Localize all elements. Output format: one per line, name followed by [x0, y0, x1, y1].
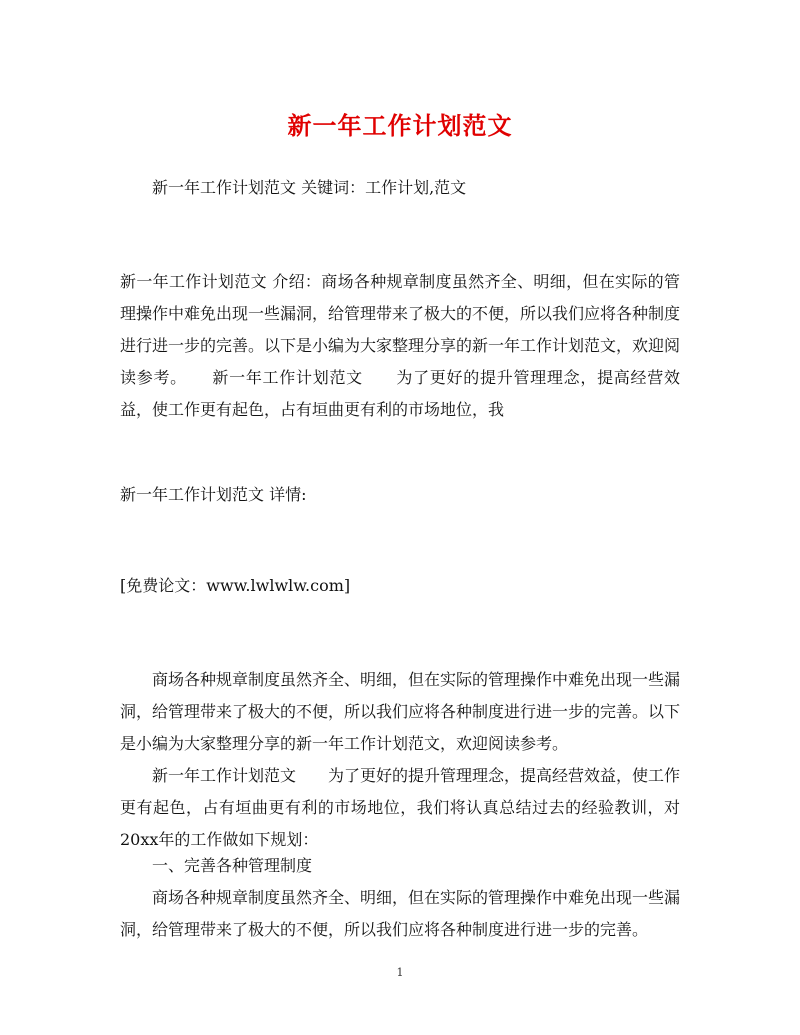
page-number: 1 [396, 966, 404, 979]
body-paragraph-1: 商场各种规章制度虽然齐全、明细，但在实际的管理操作中难免出现一些漏洞，给管理带来了极大的不便，所以我们应将各种制度进行进一步的完善。以下是小编为大家整理分享的新一年工作计划范文，欢迎阅读参考。 [120, 670, 681, 753]
section-heading: 一、完善各种管理制度 [152, 856, 313, 875]
intro-paragraph: 新一年工作计划范文 介绍：商场各种规章制度虽然齐全、明细，但在实际的管理操作中难免出现一些漏洞，给管理带来了极大的不便，所以我们应将各种制度进行进一步的完善。以下是小编为大家整理分享的新一年工作计划范文，欢迎阅读参考。 新一年工作计划范文 为了更好的提升管理理念，提高经营效益，使工作更有起色，占有垣曲更有利的市场地位，我 [120, 272, 681, 419]
details-label: 新一年工作计划范文 详情: [120, 485, 307, 504]
document-title: 新一年工作计划范文 [287, 111, 513, 140]
keywords-line: 新一年工作计划范文 关键词：工作计划,范文 [152, 178, 467, 197]
body-paragraph-2: 新一年工作计划范文 为了更好的提升管理理念，提高经营效益，使工作更有起色，占有垣曲更有利的市场地位，我们将认真总结过去的经验教训，对20xx年的工作做如下规划： [120, 766, 681, 849]
body-paragraph-3: 商场各种规章制度虽然齐全、明细，但在实际的管理操作中难免出现一些漏洞，给管理带来了极大的不便，所以我们应将各种制度进行进一步的完善。 [120, 888, 681, 939]
source-line: [免费论文：www.lwlwlw.com] [120, 576, 351, 595]
